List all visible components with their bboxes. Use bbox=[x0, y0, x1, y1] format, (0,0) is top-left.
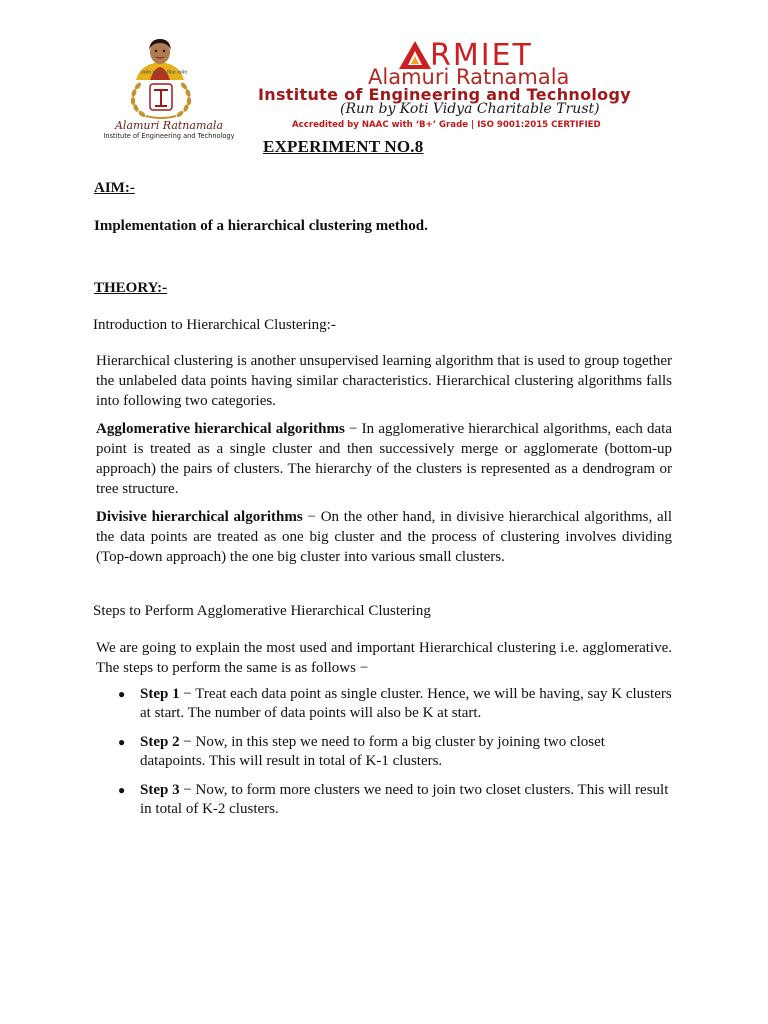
bullet-icon: ● bbox=[118, 687, 126, 701]
step-text: − Now, in this step we need to form a big cluster by joining two closet datapoints. This will result in total of K-1 clusters. bbox=[140, 734, 605, 769]
steps-list bbox=[106, 685, 672, 819]
step-text: − Now, to form more clusters we need to join two closet clusters. This will result in total of K-2 clusters. bbox=[140, 782, 669, 817]
trust-line: (Run by Koti Vidya Charitable Trust) bbox=[340, 101, 600, 117]
institute-name-line2: Institute of Engineering and Technology bbox=[258, 85, 631, 104]
experiment-title: EXPERIMENT NO.8 bbox=[263, 137, 424, 156]
intro-paragraph: Hierarchical clustering is another unsupervised learning algorithm that is used to group together the unlabeled data points having similar characteristics. Hierarchical clustering algorithms falls into following two categories. bbox=[96, 353, 672, 409]
steps-intro-paragraph: We are going to explain the most used and important Hierarchical clustering i.e. agglomerative. The steps to perform the same is as follows − bbox=[96, 640, 672, 676]
divisive-term: Divisive hierarchical algorithms bbox=[96, 509, 303, 525]
step-label: Step 1 bbox=[140, 686, 180, 702]
agglomerative-text: − In agglomerative hierarchical algorithms, each data point is treated as a single cluster and then successively merge or agglomerate (bottom-up approach) the pairs of clusters. The hierarchy of the clusters is represented as a dendrogram or tree structure. bbox=[96, 421, 672, 497]
step-text: − Treat each data point as single cluster. Hence, we will be having, say K clusters at start. The number of data points will also be K at start. bbox=[140, 686, 672, 721]
logo-name: Alamuri Ratnamala bbox=[114, 119, 224, 132]
bullet-icon: ● bbox=[118, 783, 126, 797]
list-item bbox=[106, 733, 672, 771]
brand-wordmark: RMIET bbox=[430, 38, 533, 73]
aim-text: Implementation of a hierarchical clustering method. bbox=[94, 218, 428, 234]
list-item bbox=[106, 685, 672, 723]
aim-heading: AIM:- bbox=[94, 180, 135, 196]
logo-tagline: त्वमेव माता च पिता त्वमेव bbox=[141, 70, 187, 76]
theory-heading: THEORY:- bbox=[94, 280, 168, 296]
institute-name-line1: Alamuri Ratnamala bbox=[368, 65, 570, 89]
logo-subname: Institute of Engineering and Technology bbox=[103, 132, 235, 140]
agglomerative-paragraph bbox=[96, 419, 672, 499]
accreditation-line: Accredited by NAAC with ‘B+’ Grade | ISO 9001:2015 CERTIFIED bbox=[292, 120, 601, 130]
college-logo bbox=[84, 36, 254, 140]
agglomerative-term: Agglomerative hierarchical algorithms bbox=[96, 421, 345, 437]
divisive-text: − On the other hand, in divisive hierarchical algorithms, all the data points are treated as one big cluster and the process of clustering involves dividing (Top-down approach) the one big cluster into various small clusters. bbox=[96, 509, 672, 565]
steps-heading: Steps to Perform Agglomerative Hierarchical Clustering bbox=[93, 603, 431, 619]
list-item bbox=[106, 781, 672, 819]
divisive-paragraph bbox=[96, 507, 672, 567]
step-label: Step 2 bbox=[140, 734, 180, 750]
intro-heading: Introduction to Hierarchical Clustering:- bbox=[93, 317, 336, 333]
step-label: Step 3 bbox=[140, 782, 180, 798]
bullet-icon: ● bbox=[118, 735, 126, 749]
